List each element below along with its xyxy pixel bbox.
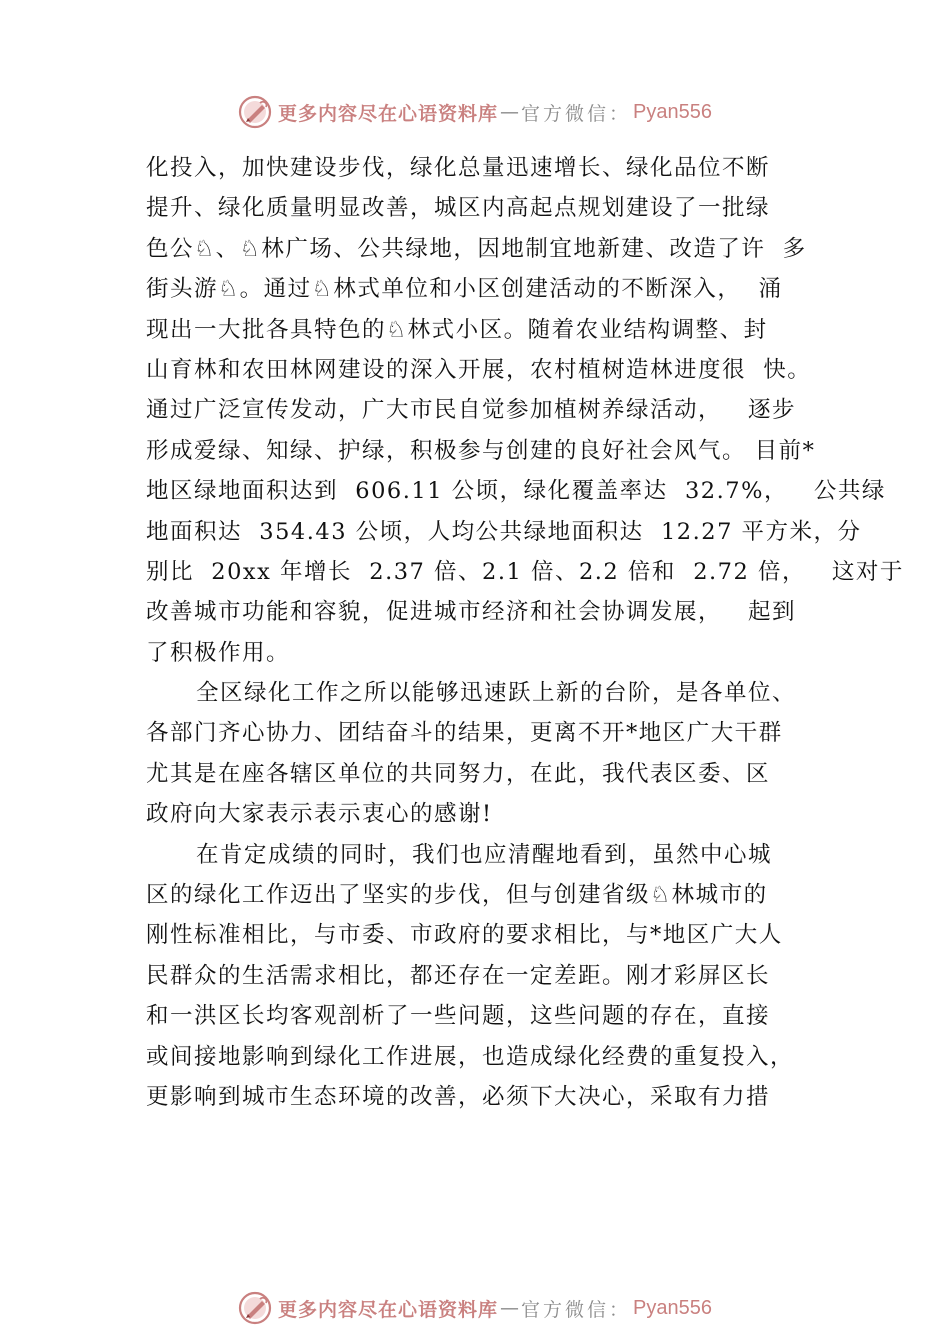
text-line: 改善城市功能和容貌，促进城市经济和社会协调发展， 起到 — [146, 599, 796, 626]
text-line: 地面积达 354.43 公顷，人均公共绿地面积达 12.27 平方米，分 — [146, 518, 862, 545]
paragraph-start-line: 在肯定成绩的同时，我们也应清醒地看到，虽然中心城 — [196, 841, 773, 868]
text-line: 政府向大家表示表示衷心的感谢! — [146, 801, 493, 828]
text-line: 形成爱绿、知绿、护绿，积极参与创建的良好社会风气。 目前* — [146, 437, 816, 464]
text-line: 地区绿地面积达到 606.11 公顷，绿化覆盖率达 32.7%， 公共绿 — [146, 478, 886, 505]
banner-wechat-label: 官方微信： — [521, 1298, 632, 1321]
text-line: 色公♘、♘林广场、公共绿地，因地制宜地新建、改造了许 多 — [146, 235, 807, 262]
banner-dash: — — [500, 101, 520, 123]
footer-banner — [0, 1288, 950, 1328]
text-line: 刚性标准相比，与市委、市政府的要求相比，与*地区广大人 — [146, 922, 783, 949]
brand-logo-icon — [238, 95, 272, 129]
banner-wechat-id: Pyan556 — [633, 100, 712, 123]
document-body — [146, 148, 904, 1117]
text-line: 民群众的生活需求相比，都还存在一定差距。刚才彩屏区长 — [146, 962, 771, 989]
text-line: 区的绿化工作迈出了坚实的步伐，但与创建省级♘林城市的 — [146, 882, 768, 909]
text-line: 更影响到城市生态环境的改善，必须下大决心，采取有力措 — [146, 1083, 771, 1110]
text-line: 尤其是在座各辖区单位的共同努力，在此，我代表区委、区 — [146, 760, 771, 787]
text-line: 了积极作用。 — [146, 639, 291, 666]
text-line: 和一洪区长均客观剖析了一些问题，这些问题的存在，直接 — [146, 1003, 771, 1030]
text-line: 别比 20xx 年增长 2.37 倍、2.1 倍、2.2 倍和 2.72 倍， 这对于 — [146, 558, 904, 585]
text-line: 现出一大批各具特色的♘林式小区。随着农业结构调整、封 — [146, 316, 768, 343]
banner-brand-text: 更多内容尽在心语资料库 — [278, 102, 499, 125]
text-line: 提升、绿化质量明显改善，城区内高起点规划建设了一批绿 — [146, 195, 771, 222]
header-banner — [0, 92, 950, 132]
paragraph-start-line: 全区绿化工作之所以能够迅速跃上新的台阶，是各单位、 — [196, 680, 797, 707]
banner-wechat-id: Pyan556 — [633, 1296, 712, 1319]
text-line: 或间接地影响到绿化工作进展，也造成绿化经费的重复投入， — [146, 1043, 795, 1070]
banner-wechat-label: 官方微信： — [521, 102, 632, 125]
banner-brand-text: 更多内容尽在心语资料库 — [278, 1298, 499, 1321]
text-line: 山育林和农田林网建设的深入开展，农村植树造林进度很 快。 — [146, 356, 812, 383]
text-line: 街头游♘。通过♘林式单位和小区创建活动的不断深入， 涌 — [146, 276, 783, 303]
brand-logo-icon — [238, 1291, 272, 1325]
text-line: 各部门齐心协力、团结奋斗的结果，更离不开*地区广大干群 — [146, 720, 783, 747]
text-line: 通过广泛宣传发动，广大市民自觉参加植树养绿活动， 逐步 — [146, 397, 796, 424]
banner-dash: — — [500, 1297, 520, 1319]
text-line: 化投入，加快建设步伐，绿化总量迅速增长、绿化品位不断 — [146, 155, 771, 181]
